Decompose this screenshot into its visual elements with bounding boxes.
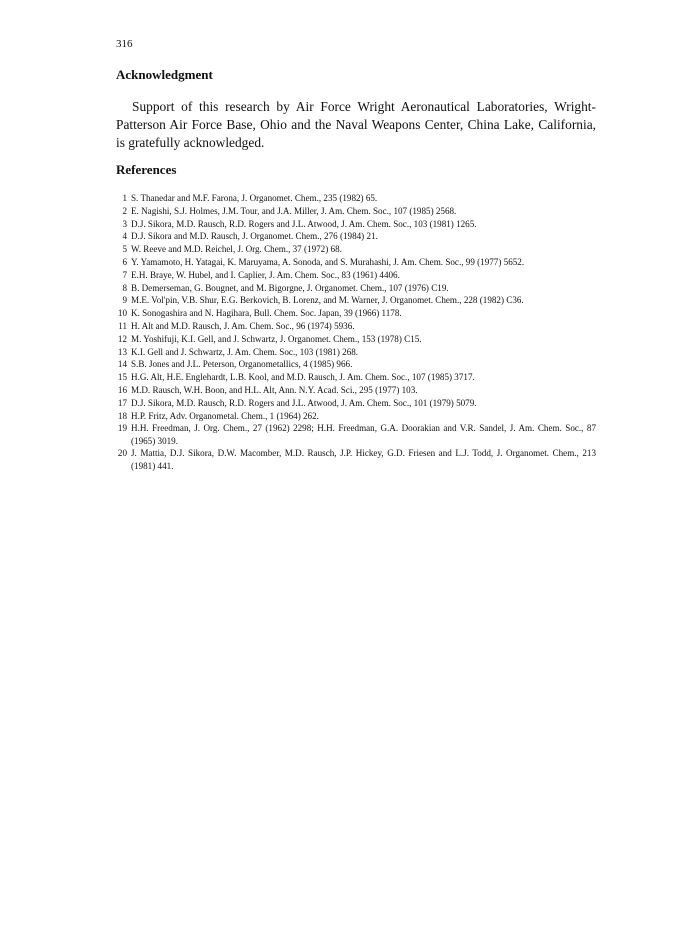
reference-number: 20	[117, 448, 127, 459]
reference-number: 6	[122, 256, 127, 267]
reference-item	[116, 269, 596, 281]
reference-text: W. Reeve and M.D. Reichel, J. Org. Chem., 37 (1972) 68.	[131, 244, 342, 255]
reference-text: H.G. Alt, H.E. Englehardt, L.B. Kool, and M.D. Rausch, J. Am. Chem. Soc., 107 (1985) 3717.	[131, 372, 475, 383]
reference-text: S. Thanedar and M.F. Farona, J. Organomet. Chem., 235 (1982) 65.	[131, 193, 378, 203]
reference-text: B. Demerseman, G. Bougnet, and M. Bigorgne, J. Organomet. Chem., 107 (1976) C19.	[131, 282, 449, 293]
reference-number: 2	[122, 205, 127, 216]
reference-item	[116, 371, 596, 383]
reference-text: H. Alt and M.D. Rausch, J. Am. Chem. Soc., 96 (1974) 5936.	[131, 320, 355, 331]
reference-text: D.J. Sikora, M.D. Rausch, R.D. Rogers and J.L. Atwood, J. Am. Chem. Soc., 101 (1979) 5079.	[131, 397, 477, 408]
acknowledgment-heading: Acknowledgment	[116, 67, 213, 82]
reference-number: 1	[122, 193, 127, 203]
reference-item	[116, 294, 596, 306]
reference-number: 16	[117, 384, 127, 395]
reference-text: H.P. Fritz, Adv. Organometal. Chem., 1 (1964) 262.	[131, 410, 319, 421]
reference-item	[116, 218, 596, 230]
acknowledgment-body: Support of this research by Air Force Wright Aeronautical Laboratories, Wright-Patterson Air Force Base, Ohio and the Naval Weapons Center, China Lake, California, is gratefully acknowledged.	[116, 99, 596, 150]
reference-number: 10	[117, 308, 127, 319]
reference-item	[116, 384, 596, 396]
reference-text: D.J. Sikora, M.D. Rausch, R.D. Rogers and J.L. Atwood, J. Am. Chem. Soc., 103 (1981) 1265.	[131, 218, 477, 229]
reference-item	[116, 307, 596, 319]
reference-number: 11	[118, 320, 127, 331]
reference-number: 17	[117, 397, 127, 408]
reference-text: M.E. Vol'pin, V.B. Shur, E.G. Berkovich, B. Lorenz, and M. Warner, J. Organomet. Chem., 228 (1982) C36.	[131, 295, 524, 306]
reference-text: K. Sonogashira and N. Hagihara, Bull. Chem. Soc. Japan, 39 (1966) 1178.	[131, 308, 402, 319]
reference-item	[116, 358, 596, 370]
reference-number: 14	[117, 359, 127, 370]
reference-item	[116, 397, 596, 409]
reference-text: D.J. Sikora and M.D. Rausch, J. Organomet. Chem., 276 (1984) 21.	[131, 231, 378, 242]
reference-number: 3	[122, 218, 127, 229]
page-number: 316	[116, 38, 133, 50]
reference-text: M.D. Rausch, W.H. Boon, and H.L. Alt, Ann. N.Y. Acad. Sci., 295 (1977) 103.	[131, 384, 418, 395]
reference-item	[116, 256, 596, 268]
reference-item	[116, 192, 596, 204]
references-heading: References	[116, 162, 177, 177]
reference-item	[116, 410, 596, 422]
reference-item	[116, 320, 596, 332]
reference-text: Y. Yamamoto, H. Yatagai, K. Maruyama, A. Sonoda, and S. Murahashi, J. Am. Chem. Soc., 99 (1977) 5652.	[131, 256, 525, 267]
reference-item	[116, 447, 596, 471]
reference-number: 12	[117, 333, 127, 344]
reference-text: M. Yoshifuji, K.I. Gell, and J. Schwartz, J. Organomet. Chem., 153 (1978) C15.	[131, 333, 422, 344]
reference-item	[116, 230, 596, 242]
reference-number: 13	[117, 346, 127, 357]
reference-number: 18	[117, 410, 127, 421]
reference-number: 9	[122, 295, 127, 306]
reference-number: 7	[122, 269, 127, 280]
reference-text: J. Mattia, D.J. Sikora, D.W. Macomber, M.D. Rausch, J.P. Hickey, G.D. Friesen and L.J. Todd, J. Organomet. Chem., 213 (1981) 441.	[131, 448, 596, 471]
reference-text: E. Nagishi, S.J. Holmes, J.M. Tour, and J.A. Miller, J. Am. Chem. Soc., 107 (1985) 2568.	[131, 205, 457, 216]
reference-number: 4	[122, 231, 127, 242]
reference-item	[116, 282, 596, 294]
reference-number: 15	[117, 372, 127, 383]
reference-item	[116, 205, 596, 217]
reference-text: E.H. Braye, W. Hubel, and I. Caplier, J. Am. Chem. Soc., 83 (1961) 4406.	[131, 269, 400, 280]
reference-text: S.B. Jones and J.L. Peterson, Organometallics, 4 (1985) 966.	[131, 359, 353, 370]
reference-item	[116, 422, 596, 446]
reference-item	[116, 346, 596, 358]
reference-list	[116, 192, 596, 472]
reference-item	[116, 243, 596, 255]
reference-number: 19	[117, 423, 127, 434]
reference-text: K.I. Gell and J. Schwartz, J. Am. Chem. Soc., 103 (1981) 268.	[131, 346, 359, 357]
reference-number: 8	[122, 282, 127, 293]
reference-text: H.H. Freedman, J. Org. Chem., 27 (1962) 2298; H.H. Freedman, G.A. Doorakian and V.R. Sandel, J. Am. Chem. Soc., 87 (1965) 3019.	[131, 423, 596, 446]
reference-number: 5	[122, 244, 127, 255]
reference-item	[116, 333, 596, 345]
